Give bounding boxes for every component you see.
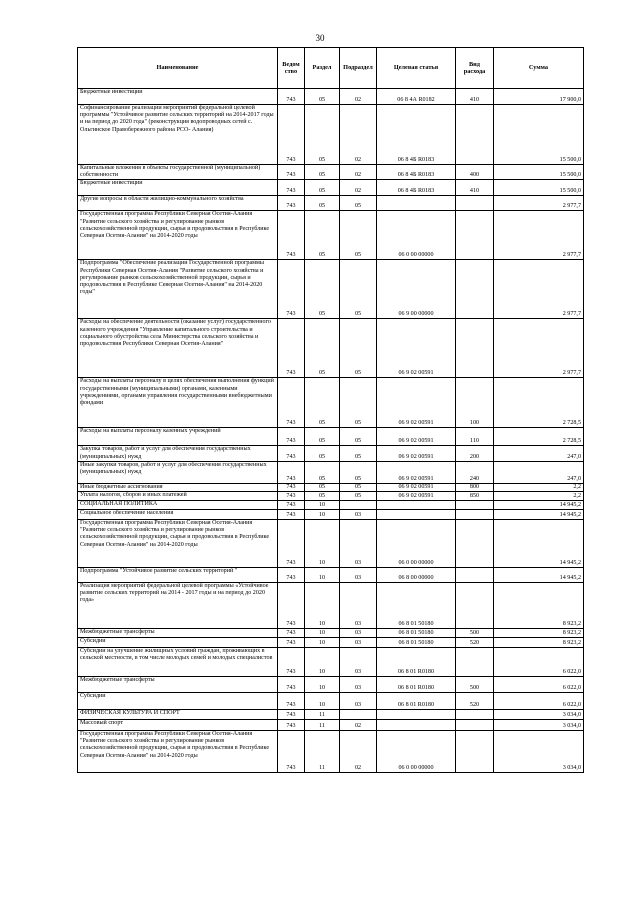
cell-target-item: [377, 510, 456, 520]
cell-department: 743: [278, 180, 305, 196]
cell-expense-type: 520: [456, 638, 494, 648]
cell-expense-type: [456, 105, 494, 165]
cell-department: 743: [278, 483, 305, 491]
cell-target-item: 06 9 02 00591: [377, 461, 456, 483]
cell-target-item: 06 8 01 50180: [377, 638, 456, 648]
table-row: [78, 710, 584, 720]
table-row: [78, 319, 584, 378]
cell-subsection: 03: [340, 648, 377, 677]
cell-subsection: 03: [340, 583, 377, 629]
cell-target-item: 06 8 4Б R0183: [377, 105, 456, 165]
cell-subsection: 02: [340, 720, 377, 731]
cell-section: 05: [305, 211, 340, 260]
cell-sum: 14 945,2: [494, 568, 584, 583]
table-row: [78, 629, 584, 638]
cell-subsection: 05: [340, 378, 377, 428]
cell-target-item: 06 8 01 R0180: [377, 648, 456, 677]
cell-target-item: [377, 710, 456, 720]
table-row: [78, 378, 584, 428]
cell-section: 11: [305, 720, 340, 731]
page-number: 30: [315, 33, 325, 43]
cell-expense-type: 850: [456, 492, 494, 501]
cell-subsection: 05: [340, 483, 377, 491]
cell-name: Субсидии: [78, 693, 278, 710]
table-row: [78, 731, 584, 773]
cell-sum: 2 977,7: [494, 319, 584, 378]
cell-section: 05: [305, 461, 340, 483]
cell-sum: 8 923,2: [494, 583, 584, 629]
cell-section: 10: [305, 677, 340, 693]
table-row: [78, 105, 584, 165]
budget-table: [77, 47, 584, 773]
cell-section: 05: [305, 378, 340, 428]
cell-target-item: 06 8 01 50180: [377, 629, 456, 638]
cell-subsection: 03: [340, 638, 377, 648]
cell-name: ФИЗИЧЕСКАЯ КУЛЬТУРА И СПОРТ: [78, 710, 278, 720]
cell-expense-type: 800: [456, 483, 494, 491]
table-row: [78, 520, 584, 568]
cell-target-item: [377, 720, 456, 731]
cell-department: 743: [278, 693, 305, 710]
cell-expense-type: 410: [456, 180, 494, 196]
cell-subsection: 02: [340, 165, 377, 180]
cell-section: 05: [305, 105, 340, 165]
cell-target-item: 06 0 00 00000: [377, 731, 456, 773]
cell-department: 743: [278, 677, 305, 693]
table-row: [78, 483, 584, 491]
cell-section: 05: [305, 165, 340, 180]
cell-department: 743: [278, 583, 305, 629]
cell-target-item: [377, 501, 456, 510]
cell-expense-type: [456, 720, 494, 731]
cell-target-item: 06 8 00 00000: [377, 568, 456, 583]
cell-section: 05: [305, 89, 340, 105]
cell-expense-type: [456, 648, 494, 677]
table-row: [78, 568, 584, 583]
cell-department: 743: [278, 638, 305, 648]
cell-expense-type: [456, 510, 494, 520]
cell-subsection: 03: [340, 520, 377, 568]
cell-department: 743: [278, 446, 305, 461]
table-row: [78, 492, 584, 501]
header-name: Наименование: [78, 48, 278, 89]
cell-expense-type: [456, 520, 494, 568]
cell-expense-type: 110: [456, 428, 494, 446]
cell-sum: 8 923,2: [494, 638, 584, 648]
cell-section: 11: [305, 731, 340, 773]
cell-target-item: 06 9 02 00591: [377, 492, 456, 501]
cell-target-item: 06 8 4Б R0183: [377, 180, 456, 196]
cell-name: Государственная программа Республики Северная Осетия-Алания "Развитие сельского хозяйства и регулирование рынков сельскохозяйственной продукции, сырья и продовольствия в Республике Северная Осетия-Алания" на 2014-2020 годы: [78, 520, 278, 568]
header-department: Ведом ство: [278, 48, 305, 89]
cell-subsection: 05: [340, 260, 377, 319]
cell-department: 743: [278, 89, 305, 105]
cell-target-item: 06 9 02 00591: [377, 446, 456, 461]
table-header-row: [78, 48, 584, 89]
cell-expense-type: [456, 731, 494, 773]
table-body: [78, 89, 584, 773]
cell-sum: 15 500,0: [494, 165, 584, 180]
cell-sum: 3 034,0: [494, 720, 584, 731]
cell-sum: 6 022,0: [494, 693, 584, 710]
cell-target-item: 06 9 02 00591: [377, 319, 456, 378]
cell-subsection: [340, 501, 377, 510]
table-row: [78, 196, 584, 211]
cell-section: 05: [305, 319, 340, 378]
cell-department: 743: [278, 731, 305, 773]
cell-department: 743: [278, 568, 305, 583]
table-row: [78, 583, 584, 629]
cell-expense-type: [456, 260, 494, 319]
cell-section: 10: [305, 510, 340, 520]
cell-sum: 15 500,0: [494, 180, 584, 196]
cell-department: 743: [278, 196, 305, 211]
cell-department: 743: [278, 648, 305, 677]
cell-section: 10: [305, 629, 340, 638]
cell-department: 743: [278, 501, 305, 510]
cell-sum: 15 500,0: [494, 105, 584, 165]
cell-sum: 3 034,0: [494, 731, 584, 773]
cell-name: Иные закупки товаров, работ и услуг для обеспечения государственных (муниципальных) нужд: [78, 461, 278, 483]
cell-sum: 14 945,2: [494, 520, 584, 568]
cell-section: 05: [305, 196, 340, 211]
cell-target-item: 06 9 00 00000: [377, 260, 456, 319]
cell-department: 743: [278, 710, 305, 720]
cell-sum: 2 728,5: [494, 428, 584, 446]
cell-section: 05: [305, 260, 340, 319]
table-row: [78, 165, 584, 180]
table-row: [78, 260, 584, 319]
cell-subsection: [340, 710, 377, 720]
cell-target-item: 06 8 01 R0180: [377, 693, 456, 710]
cell-name: Реализация мероприятий федеральной целевой программы «Устойчивое развитие сельских территорий на 2014 - 2017 годы и на период до 2020 года»: [78, 583, 278, 629]
cell-subsection: 03: [340, 568, 377, 583]
cell-section: 11: [305, 710, 340, 720]
cell-section: 05: [305, 492, 340, 501]
cell-subsection: 05: [340, 319, 377, 378]
cell-subsection: 02: [340, 89, 377, 105]
cell-subsection: 05: [340, 492, 377, 501]
cell-subsection: 03: [340, 510, 377, 520]
cell-name: Закупка товаров, работ и услуг для обеспечения государственных (муниципальных) нужд: [78, 446, 278, 461]
cell-name: Иные бюджетные ассигнования: [78, 483, 278, 491]
cell-expense-type: [456, 211, 494, 260]
cell-subsection: 05: [340, 428, 377, 446]
cell-expense-type: 500: [456, 677, 494, 693]
table-row: [78, 677, 584, 693]
cell-target-item: 06 8 01 50180: [377, 583, 456, 629]
cell-sum: 2 977,7: [494, 196, 584, 211]
cell-expense-type: 400: [456, 165, 494, 180]
cell-department: 743: [278, 629, 305, 638]
cell-expense-type: [456, 319, 494, 378]
cell-target-item: 06 9 02 00591: [377, 378, 456, 428]
table-row: [78, 501, 584, 510]
cell-sum: 14 945,2: [494, 510, 584, 520]
cell-target-item: 06 8 4А R0182: [377, 89, 456, 105]
cell-subsection: 02: [340, 180, 377, 196]
cell-department: 743: [278, 520, 305, 568]
cell-section: 10: [305, 648, 340, 677]
table-row: [78, 461, 584, 483]
cell-name: Софинансирование реализации мероприятий федеральной целевой программы "Устойчивое развитие сельских территорий на 2014-2017 годы и на период до 2020 года" (реконструкция водопроводных сетей с. Ольгинское Правобережного района РСО- Алания): [78, 105, 278, 165]
cell-sum: 247,0: [494, 446, 584, 461]
cell-target-item: 06 8 4Б R0183: [377, 165, 456, 180]
cell-sum: 6 022,0: [494, 648, 584, 677]
cell-section: 05: [305, 483, 340, 491]
cell-expense-type: 100: [456, 378, 494, 428]
cell-sum: 2,2: [494, 492, 584, 501]
cell-sum: 2 977,7: [494, 211, 584, 260]
table-row: [78, 693, 584, 710]
cell-department: 743: [278, 105, 305, 165]
cell-subsection: 03: [340, 629, 377, 638]
cell-name: Субсидии на улучшение жилищных условий граждан, проживающих в сельской местности, в том числе молодых семей и молодых специалистов: [78, 648, 278, 677]
cell-target-item: 06 8 01 R0180: [377, 677, 456, 693]
cell-sum: 17 900,0: [494, 89, 584, 105]
table-row: [78, 638, 584, 648]
cell-expense-type: 240: [456, 461, 494, 483]
cell-sum: 2,2: [494, 483, 584, 491]
cell-expense-type: 410: [456, 89, 494, 105]
cell-department: 743: [278, 211, 305, 260]
cell-section: 05: [305, 180, 340, 196]
table-row: [78, 446, 584, 461]
cell-name: Уплата налогов, сборов и иных платежей: [78, 492, 278, 501]
cell-expense-type: [456, 501, 494, 510]
cell-target-item: 06 0 00 00000: [377, 211, 456, 260]
cell-subsection: 05: [340, 196, 377, 211]
cell-department: 743: [278, 461, 305, 483]
cell-section: 10: [305, 568, 340, 583]
cell-department: 743: [278, 378, 305, 428]
cell-sum: 2 728,5: [494, 378, 584, 428]
cell-expense-type: 520: [456, 693, 494, 710]
table-row: [78, 510, 584, 520]
cell-section: 10: [305, 638, 340, 648]
cell-section: 10: [305, 583, 340, 629]
cell-name: Государственная программа Республики Северная Осетия-Алания "Развитие сельского хозяйства и регулирование рынков сельскохозяйственной продукции, сырья и продовольствия в Республике Северная Осетия-Алания" на 2014-2020 годы: [78, 731, 278, 773]
cell-target-item: 06 9 02 00591: [377, 428, 456, 446]
cell-name: Расходы на выплаты персоналу в целях обеспечения выполнения функций государственными (муниципальными) органами, казенными учреждениями, органами управления государственными внебюджетными фондами: [78, 378, 278, 428]
cell-subsection: 02: [340, 105, 377, 165]
cell-expense-type: [456, 196, 494, 211]
cell-department: 743: [278, 165, 305, 180]
cell-name: Подпрограмма "Обеспечение реализации Государственной программы Республики Северная Осетия-Алания "Развитие сельского хозяйства и регулирование рынков сельскохозяйственной продукции, сырья и продовольствия в Республике Северная Осетия-Алания" на 2014-2020 годы": [78, 260, 278, 319]
cell-name: Межбюджетные трансферты: [78, 629, 278, 638]
table-row: [78, 180, 584, 196]
cell-subsection: 03: [340, 693, 377, 710]
cell-name: Капитальные вложения в объекты государственной (муниципальной) собственности: [78, 165, 278, 180]
cell-sum: 6 022,0: [494, 677, 584, 693]
cell-section: 05: [305, 428, 340, 446]
cell-name: Государственная программа Республики Северная Осетия-Алания "Развитие сельского хозяйства и регулирование рынков сельскохозяйственной продукции, сырья и продовольствия в Республике Северная Осетия-Алания" на 2014-2020 годы: [78, 211, 278, 260]
cell-section: 10: [305, 501, 340, 510]
cell-name: Бюджетные инвестиции: [78, 89, 278, 105]
header-section: Раздел: [305, 48, 340, 89]
table-row: [78, 428, 584, 446]
cell-department: 743: [278, 720, 305, 731]
cell-name: Субсидии: [78, 638, 278, 648]
cell-sum: 14 945,2: [494, 501, 584, 510]
cell-name: Расходы на обеспечение деятельности (оказание услуг) государственного казенного учреждения "Управление капитального строительства и социального обустройства села Министерства сельского хозяйства и продовольствия Республики Северная Осетия-Алания": [78, 319, 278, 378]
cell-name: Бюджетные инвестиции: [78, 180, 278, 196]
cell-sum: 8 923,2: [494, 629, 584, 638]
cell-name: Межбюджетные трансферты: [78, 677, 278, 693]
table-row: [78, 648, 584, 677]
table-row: [78, 89, 584, 105]
cell-target-item: 06 9 02 00591: [377, 483, 456, 491]
header-expense-type: Вид расхода: [456, 48, 494, 89]
cell-subsection: 05: [340, 211, 377, 260]
cell-department: 743: [278, 260, 305, 319]
cell-target-item: [377, 196, 456, 211]
cell-expense-type: 500: [456, 629, 494, 638]
header-target-item: Целевая статья: [377, 48, 456, 89]
cell-sum: 2 977,7: [494, 260, 584, 319]
cell-subsection: 03: [340, 677, 377, 693]
cell-department: 743: [278, 319, 305, 378]
table-row: [78, 211, 584, 260]
cell-department: 743: [278, 492, 305, 501]
cell-section: 10: [305, 520, 340, 568]
cell-name: Массовый спорт: [78, 720, 278, 731]
cell-name: Другие вопросы в области жилищно-коммунального хозяйства: [78, 196, 278, 211]
table-row: [78, 720, 584, 731]
cell-department: 743: [278, 510, 305, 520]
cell-expense-type: [456, 568, 494, 583]
cell-name: Расходы на выплаты персоналу казенных учреждений: [78, 428, 278, 446]
cell-subsection: 05: [340, 461, 377, 483]
cell-section: 05: [305, 446, 340, 461]
cell-target-item: 06 0 00 00000: [377, 520, 456, 568]
cell-name: СОЦИАЛЬНАЯ ПОЛИТИКА: [78, 501, 278, 510]
cell-subsection: 02: [340, 731, 377, 773]
header-sum: Сумма: [494, 48, 584, 89]
cell-expense-type: 200: [456, 446, 494, 461]
header-subsection: Подраздел: [340, 48, 377, 89]
cell-subsection: 05: [340, 446, 377, 461]
cell-expense-type: [456, 710, 494, 720]
cell-sum: 3 034,0: [494, 710, 584, 720]
cell-department: 743: [278, 428, 305, 446]
cell-sum: 247,0: [494, 461, 584, 483]
cell-expense-type: [456, 583, 494, 629]
cell-name: Подпрограмма "Устойчивое развитие сельских территорий ": [78, 568, 278, 583]
cell-section: 10: [305, 693, 340, 710]
cell-name: Социальное обеспечение населения: [78, 510, 278, 520]
